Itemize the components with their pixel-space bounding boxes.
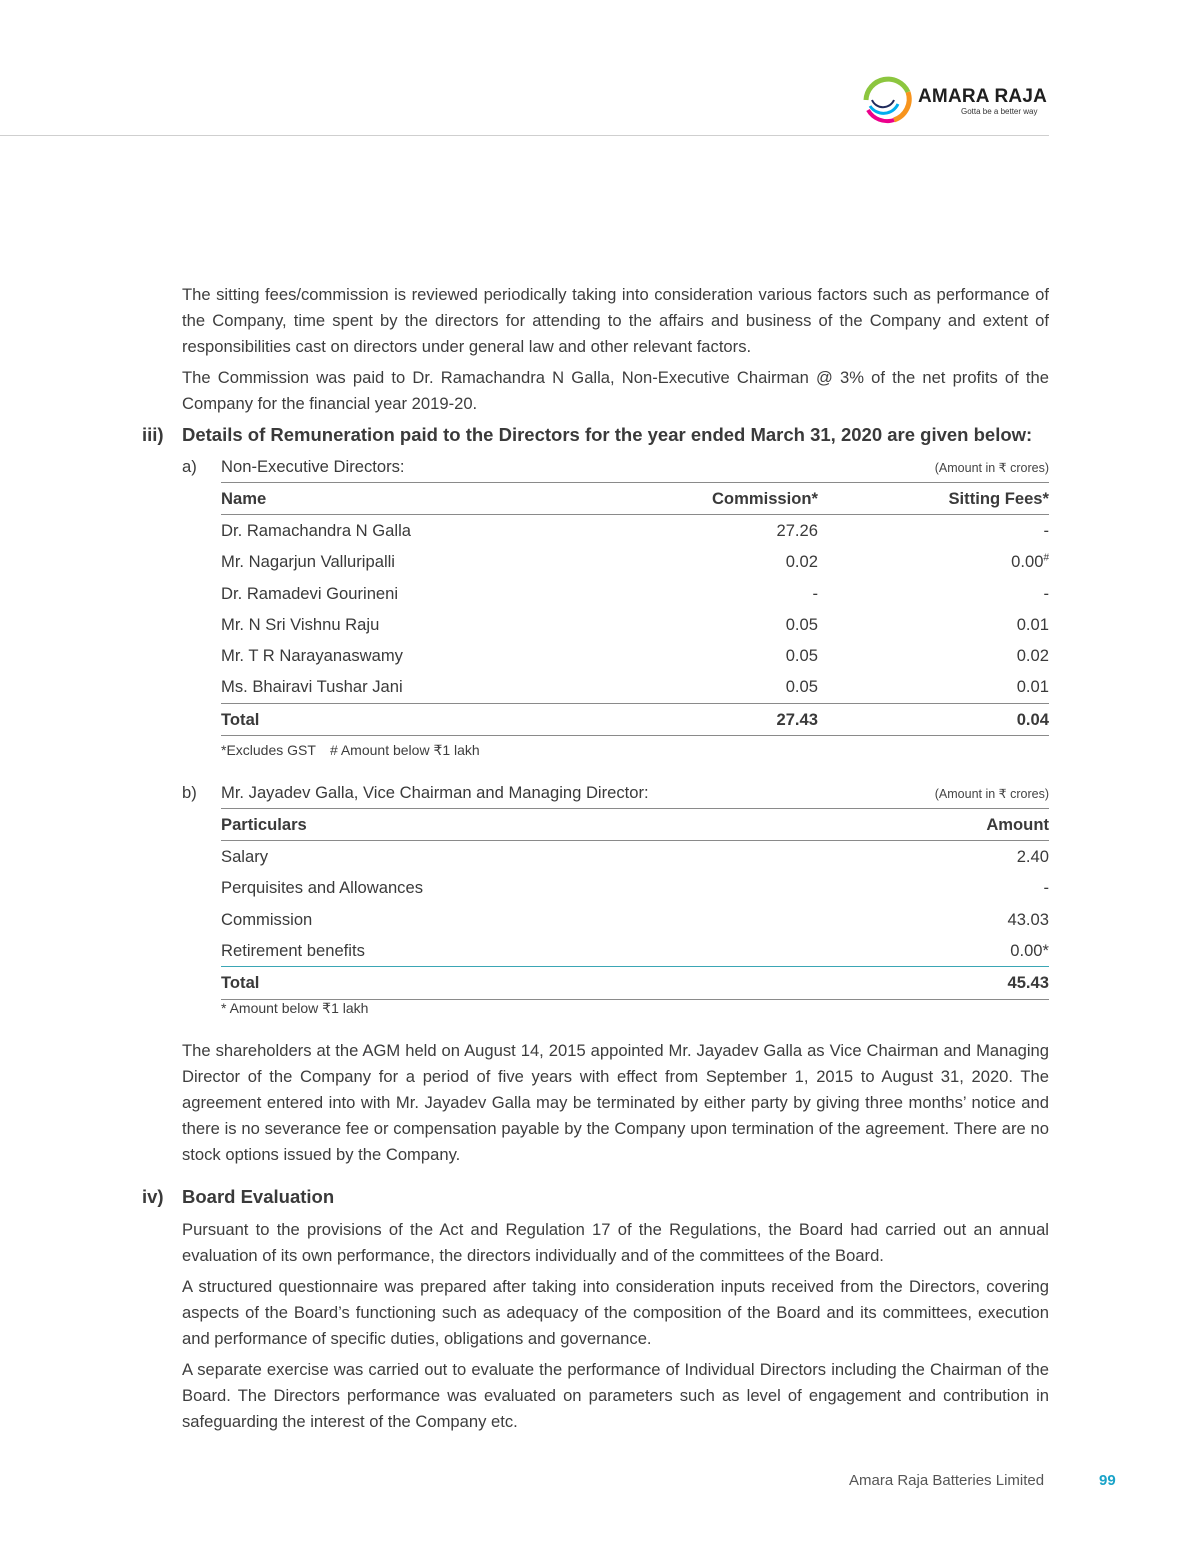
column-header: Sitting Fees*: [948, 488, 1049, 508]
fees-cell: 0.01: [1016, 614, 1049, 634]
table-a-label: Non-Executive Directors:: [221, 457, 405, 476]
table-a-unit: (Amount in ₹ crores): [934, 461, 1049, 475]
total-label: Total: [221, 709, 260, 729]
section-heading: [142, 424, 1032, 446]
logo-name: AMARA RAJA: [918, 86, 1048, 107]
director-name: Ms. Bhairavi Tushar Jani: [221, 677, 403, 697]
commission-cell: 27.26: [776, 520, 818, 540]
header-divider: [0, 135, 1049, 136]
logo-swirl-icon: [858, 70, 914, 124]
total-commission: 27.43: [776, 709, 818, 729]
column-header: Amount: [986, 814, 1049, 834]
section-heading: [142, 1186, 334, 1208]
commission-cell: 0.05: [785, 646, 818, 666]
amount-cell: 2.40: [1016, 846, 1049, 866]
total-label: Total: [221, 973, 260, 993]
intro-paragraph: The sitting fees/commission is reviewed periodically taking into consideration various factors such as performance of the Company, time spent by the directors for attending to the affairs and business of the Company and extent of responsibilities cast on directors under general law and other relevant factors.: [182, 285, 1049, 356]
board-evaluation-section: [182, 1217, 1049, 1440]
director-name: Mr. T R Narayanaswamy: [221, 646, 403, 666]
table-row: [221, 841, 1049, 873]
item-letter: b): [182, 783, 197, 802]
table-b-label: Mr. Jayadev Galla, Vice Chairman and Managing Director:: [221, 783, 649, 802]
table-b-footnote: * Amount below ₹1 lakh: [221, 1000, 369, 1016]
footer-company-name: Amara Raja Batteries Limited: [849, 1472, 1045, 1489]
total-row: [221, 967, 1049, 999]
section-title: Board Evaluation: [182, 1186, 335, 1207]
column-header: Name: [221, 488, 267, 508]
page-number: 99: [1099, 1472, 1116, 1489]
agm-section: [182, 1038, 1049, 1173]
commission-cell: 0.05: [785, 677, 818, 697]
footnote-gst: *Excludes GST: [221, 742, 316, 758]
particular-name: Salary: [221, 846, 269, 866]
fees-cell: -: [1043, 520, 1049, 540]
section-number: iv): [142, 1186, 164, 1207]
director-name: Dr. Ramachandra N Galla: [221, 520, 411, 540]
amount-cell: 0.00*: [1010, 940, 1049, 960]
logo-tagline: Gotta be a better way: [961, 107, 1038, 116]
intro-section: [182, 282, 1049, 422]
table-header-row: [221, 809, 1049, 841]
table-row: [221, 640, 1049, 671]
table-a-caption: [182, 457, 1049, 483]
column-header: Particulars: [221, 814, 307, 834]
table-header-row: [221, 483, 1049, 515]
table-row: [221, 904, 1049, 935]
table-row: [221, 935, 1049, 967]
table-row: [221, 609, 1049, 640]
item-letter: a): [182, 457, 197, 476]
fees-cell: 0.01: [1016, 677, 1049, 697]
commission-cell: -: [812, 583, 818, 603]
managing-director-table: [221, 808, 1049, 1000]
section-title: Details of Remuneration paid to the Directors for the year ended March 31, 2020 are given below:: [182, 424, 1033, 445]
table-row: [221, 672, 1049, 704]
table-b-unit: (Amount in ₹ crores): [934, 787, 1049, 801]
table-a-footnote: [221, 742, 480, 759]
intro-paragraph: The Commission was paid to Dr. Ramachandra N Galla, Non-Executive Chairman @ 3% of the net profits of the Company for the financial year 2019-20.: [182, 368, 1049, 413]
commission-cell: 0.05: [785, 614, 818, 634]
table-row: [221, 873, 1049, 904]
total-row: [221, 704, 1049, 736]
fees-cell: 0.00#: [1011, 552, 1049, 572]
table-b-caption: [182, 783, 1049, 809]
director-name: Dr. Ramadevi Gourineni: [221, 583, 399, 603]
section-number: iii): [142, 424, 164, 445]
evaluation-paragraph: Pursuant to the provisions of the Act and Regulation 17 of the Regulations, the Board had carried out an annual evaluation of its own performance, the directors individually and of the committees of the Board.: [182, 1220, 1049, 1265]
particular-name: Retirement benefits: [221, 940, 365, 960]
fees-cell: 0.02: [1016, 646, 1049, 666]
particular-name: Perquisites and Allowances: [221, 878, 424, 898]
table-row: [221, 547, 1049, 578]
non-executive-table: [221, 482, 1049, 736]
column-header: Commission*: [711, 488, 818, 508]
company-logo: [858, 70, 1053, 124]
evaluation-paragraph: A structured questionnaire was prepared after taking into consideration inputs received from the Directors, covering aspects of the Board’s functioning such as adequacy of the composition of the Board and its committees, execution and performance of specific duties, obligations and governance.: [182, 1277, 1049, 1348]
particular-name: Commission: [221, 909, 313, 929]
evaluation-paragraph: A separate exercise was carried out to evaluate the performance of Individual Directors including the Chairman of the Board. The Directors performance was evaluated on parameters such as level of engagement and contribution in safeguarding the interest of the Company etc.: [182, 1360, 1049, 1431]
amount-cell: 43.03: [1007, 909, 1049, 929]
hash-marker: #: [1043, 552, 1049, 564]
table-row: [221, 515, 1049, 547]
table-row: [221, 578, 1049, 609]
footnote-lakh: # Amount below ₹1 lakh: [329, 742, 480, 758]
fees-cell: -: [1043, 583, 1049, 603]
director-name: Mr. Nagarjun Valluripalli: [221, 552, 395, 572]
amount-cell: -: [1043, 878, 1049, 898]
agm-paragraph: The shareholders at the AGM held on August 14, 2015 appointed Mr. Jayadev Galla as Vice Chairman and Managing Director of the Company for a period of five years with effect from September 1, 2015 to August 31, 2020. The agreement entered into with Mr. Jayadev Galla may be terminated by either party by giving three months’ notice and there is no severance fee or compensation payable by the Company upon termination of the agreement. There are no stock options issued by the Company.: [182, 1041, 1049, 1164]
director-name: Mr. N Sri Vishnu Raju: [221, 614, 380, 634]
total-fees: 0.04: [1016, 709, 1049, 729]
commission-cell: 0.02: [785, 552, 818, 572]
total-amount: 45.43: [1007, 973, 1049, 993]
